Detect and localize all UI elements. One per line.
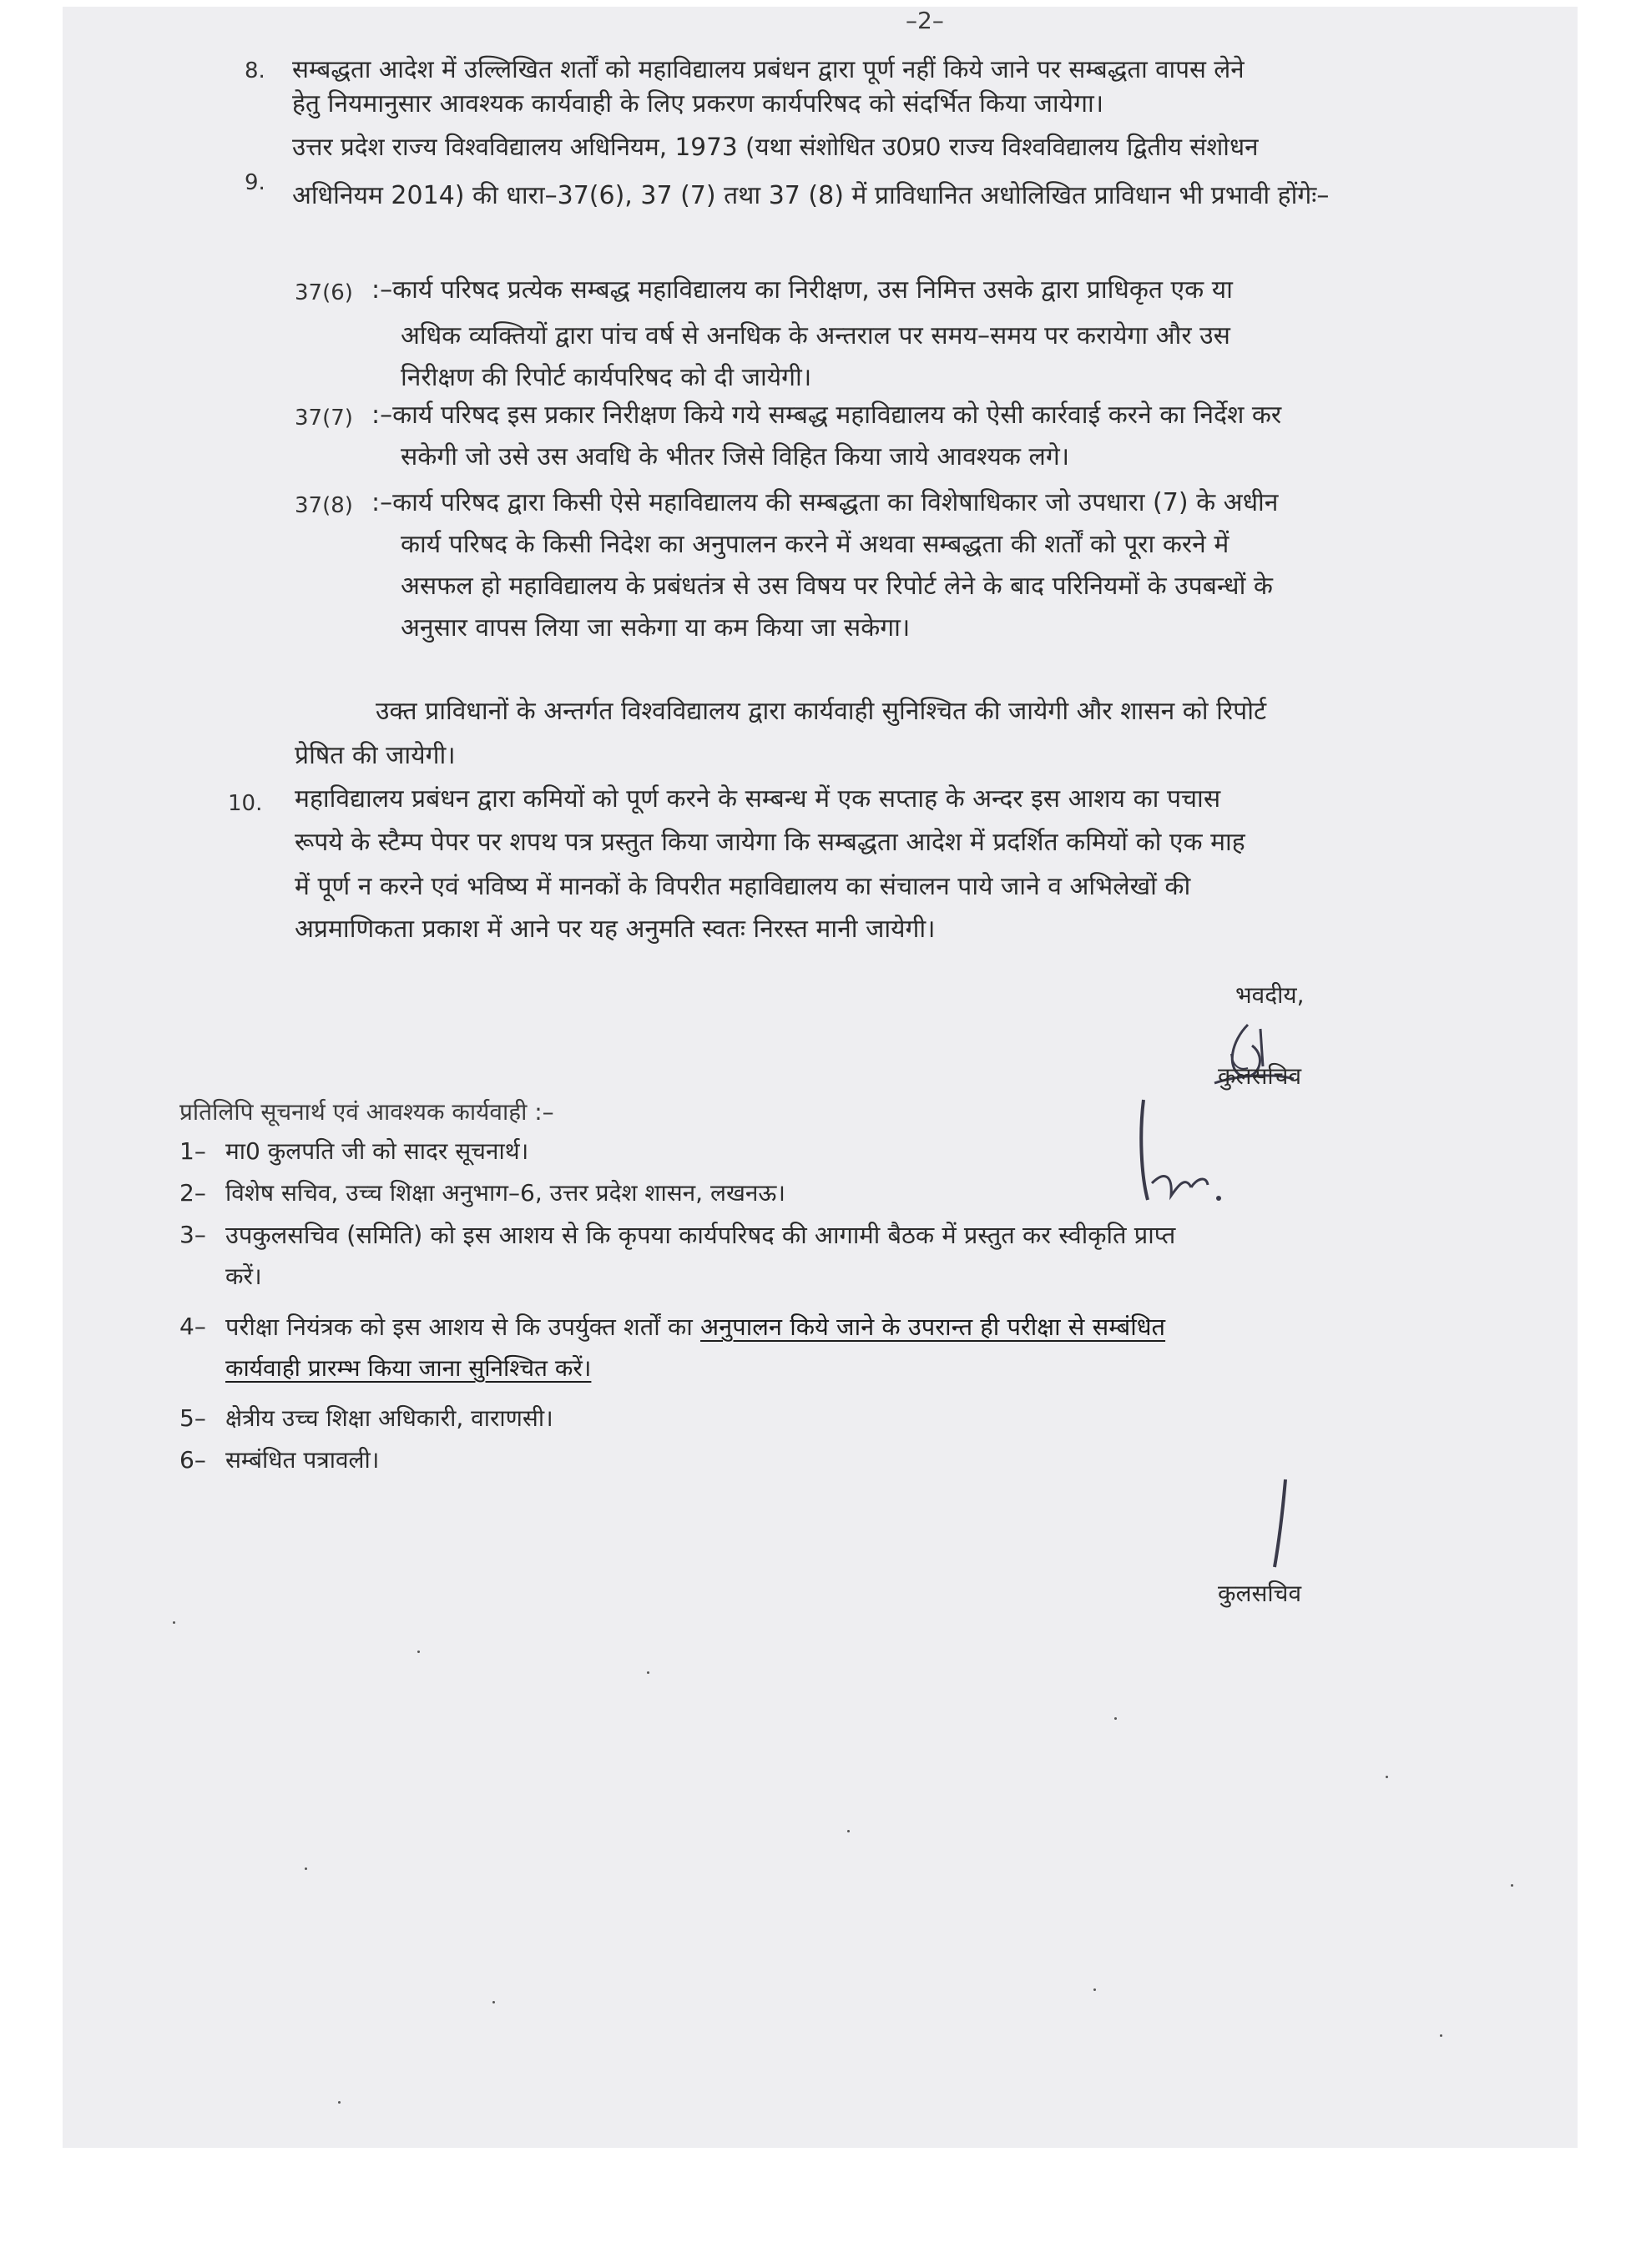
scan-speck bbox=[173, 1621, 175, 1624]
cc-item-text-underlined: कार्यवाही प्रारम्भ किया जाना सुनिश्चित करें। bbox=[225, 1354, 592, 1382]
signature-mark bbox=[1265, 1475, 1298, 1575]
section-line: :–कार्य परिषद द्वारा किसी ऐसे महाविद्यालय की सम्बद्धता का विशेषाधिकार जो उपधारा (7) के अधीन bbox=[371, 488, 1279, 517]
scan-speck bbox=[1511, 1884, 1513, 1887]
paragraph-line: उत्तर प्रदेश राज्य विश्वविद्यालय अधिनियम, 1973 (यथा संशोधित उ0प्र0 राज्य विश्वविद्यालय द्वितीय संशोधन bbox=[292, 133, 1259, 161]
cc-item-number: 4– bbox=[179, 1313, 206, 1340]
provision-paragraph-line: प्रेषित की जायेगी। bbox=[295, 741, 456, 770]
cc-item-text: मा0 कुलपति जी को सादर सूचनार्थ। bbox=[225, 1137, 529, 1165]
section-label: 37(6) bbox=[295, 280, 353, 305]
cc-item-number: 3– bbox=[179, 1221, 206, 1248]
scan-speck bbox=[492, 2001, 495, 2003]
signatory-designation: कुलसचिव bbox=[1218, 1062, 1302, 1090]
provision-paragraph-line: उक्त प्राविधानों के अन्तर्गत विश्वविद्यालय द्वारा कार्यवाही सुनिश्चित की जायेगी और शासन को रिपोर्ट bbox=[376, 697, 1267, 726]
scan-speck bbox=[1440, 2034, 1442, 2037]
cc-heading: प्रतिलिपि सूचनार्थ एवं आवश्यक कार्यवाही :– bbox=[179, 1098, 554, 1126]
section-line: असफल हो महाविद्यालय के प्रबंधतंत्र से उस विषय पर रिपोर्ट लेने के बाद परिनियमों के उपबन्धों के bbox=[401, 572, 1273, 601]
scan-speck bbox=[417, 1651, 420, 1653]
scan-speck bbox=[1114, 1717, 1117, 1720]
section-line: :–कार्य परिषद प्रत्येक सम्बद्ध महाविद्यालय का निरीक्षण, उस निमित्त उसके द्वारा प्राधिकृत एक या bbox=[371, 275, 1233, 305]
cc-item-text: करें। bbox=[225, 1263, 262, 1290]
paragraph-line: महाविद्यालय प्रबंधन द्वारा कमियों को पूर्ण करने के सम्बन्ध में एक सप्ताह के अन्दर इस आशय का पचास bbox=[295, 784, 1221, 814]
paragraph-line: रूपये के स्टैम्प पेपर पर शपथ पत्र प्रस्तुत किया जायेगा कि सम्बद्धता आदेश में प्रदर्शित कमियों को एक माह bbox=[295, 828, 1245, 857]
scan-speck bbox=[647, 1671, 649, 1674]
paragraph-line: हेतु नियमानुसार आवश्यक कार्यवाही के लिए प्रकरण कार्यपरिषद को संदर्भित किया जायेगा। bbox=[292, 89, 1104, 118]
document-page bbox=[63, 7, 1578, 2148]
section-line: अनुसार वापस लिया जा सकेगा या कम किया जा सकेगा। bbox=[401, 613, 911, 643]
section-label: 37(7) bbox=[295, 406, 353, 431]
cc-item-number: 1– bbox=[179, 1137, 206, 1165]
page-number: –2– bbox=[906, 7, 944, 34]
item-number: 10. bbox=[228, 791, 263, 816]
paragraph-line: सम्बद्धता आदेश में उल्लिखित शर्तों को महाविद्यालय प्रबंधन द्वारा पूर्ण नहीं किये जाने पर सम्बद्धता वापस लेने bbox=[292, 55, 1245, 83]
closing-salutation: भवदीय, bbox=[1235, 981, 1305, 1009]
cc-item-number: 5– bbox=[179, 1404, 206, 1432]
item-number: 8. bbox=[245, 58, 265, 83]
scan-speck bbox=[338, 2101, 341, 2104]
cc-item-number: 2– bbox=[179, 1179, 206, 1207]
cc-item-text bbox=[225, 1310, 1165, 1343]
paragraph-line: में पूर्ण न करने एवं भविष्य में मानकों के विपरीत महाविद्यालय का संचालन पाये जाने व अभिलेखों की bbox=[295, 872, 1191, 901]
scan-speck bbox=[847, 1830, 850, 1832]
cc-item-text: विशेष सचिव, उच्च शिक्षा अनुभाग–6, उत्तर प्रदेश शासन, लखनऊ। bbox=[225, 1179, 785, 1207]
cc-item-text: सम्बंधित पत्रावली। bbox=[225, 1446, 380, 1474]
paragraph-line: अधिनियम 2014) की धारा–37(6), 37 (7) तथा 37 (8) में प्राविधानित अधोलिखित प्राविधान भी प्रभावी होंगेः– bbox=[292, 181, 1330, 210]
cc-item-text-plain: परीक्षा नियंत्रक को इस आशय से कि उपर्युक्त शर्तों का bbox=[225, 1313, 701, 1341]
section-line: निरीक्षण की रिपोर्ट कार्यपरिषद को दी जायेगी। bbox=[401, 363, 812, 392]
scan-speck bbox=[305, 1867, 307, 1870]
section-line: :–कार्य परिषद इस प्रकार निरीक्षण किये गये सम्बद्ध महाविद्यालय को ऐसी कार्रवाई करने का निर्देश कर bbox=[371, 401, 1282, 430]
section-label: 37(8) bbox=[295, 493, 353, 518]
cc-item-text: क्षेत्रीय उच्च शिक्षा अधिकारी, वाराणसी। bbox=[225, 1404, 553, 1432]
section-line: कार्य परिषद के किसी निदेश का अनुपालन करने में अथवा सम्बद्धता की शर्तों को पूरा करने में bbox=[401, 530, 1229, 559]
section-line: अधिक व्यक्तियों द्वारा पांच वर्ष से अनधिक के अन्तराल पर समय–समय पर करायेगा और उस bbox=[401, 321, 1230, 350]
scan-speck bbox=[1093, 1988, 1096, 1991]
section-line: सकेगी जो उसे उस अवधि के भीतर जिसे विहित किया जाये आवश्यक लगे। bbox=[401, 442, 1070, 471]
scan-speck bbox=[1386, 1776, 1388, 1778]
signature-mark bbox=[1114, 1008, 1331, 1217]
item-number: 9. bbox=[245, 170, 265, 195]
cc-item-number: 6– bbox=[179, 1446, 206, 1474]
signatory-designation: कुलसचिव bbox=[1218, 1580, 1302, 1607]
cc-item-text: उपकुलसचिव (समिति) को इस आशय से कि कृपया कार्यपरिषद की आगामी बैठक में प्रस्तुत कर स्वीकृति प्राप्त bbox=[225, 1221, 1176, 1249]
cc-item-text-underlined: अनुपालन किये जाने के उपरान्त ही परीक्षा से सम्बंधित bbox=[700, 1313, 1166, 1341]
paragraph-line: अप्रमाणिकता प्रकाश में आने पर यह अनुमति स्वतः निरस्त मानी जायेगी। bbox=[295, 915, 936, 944]
